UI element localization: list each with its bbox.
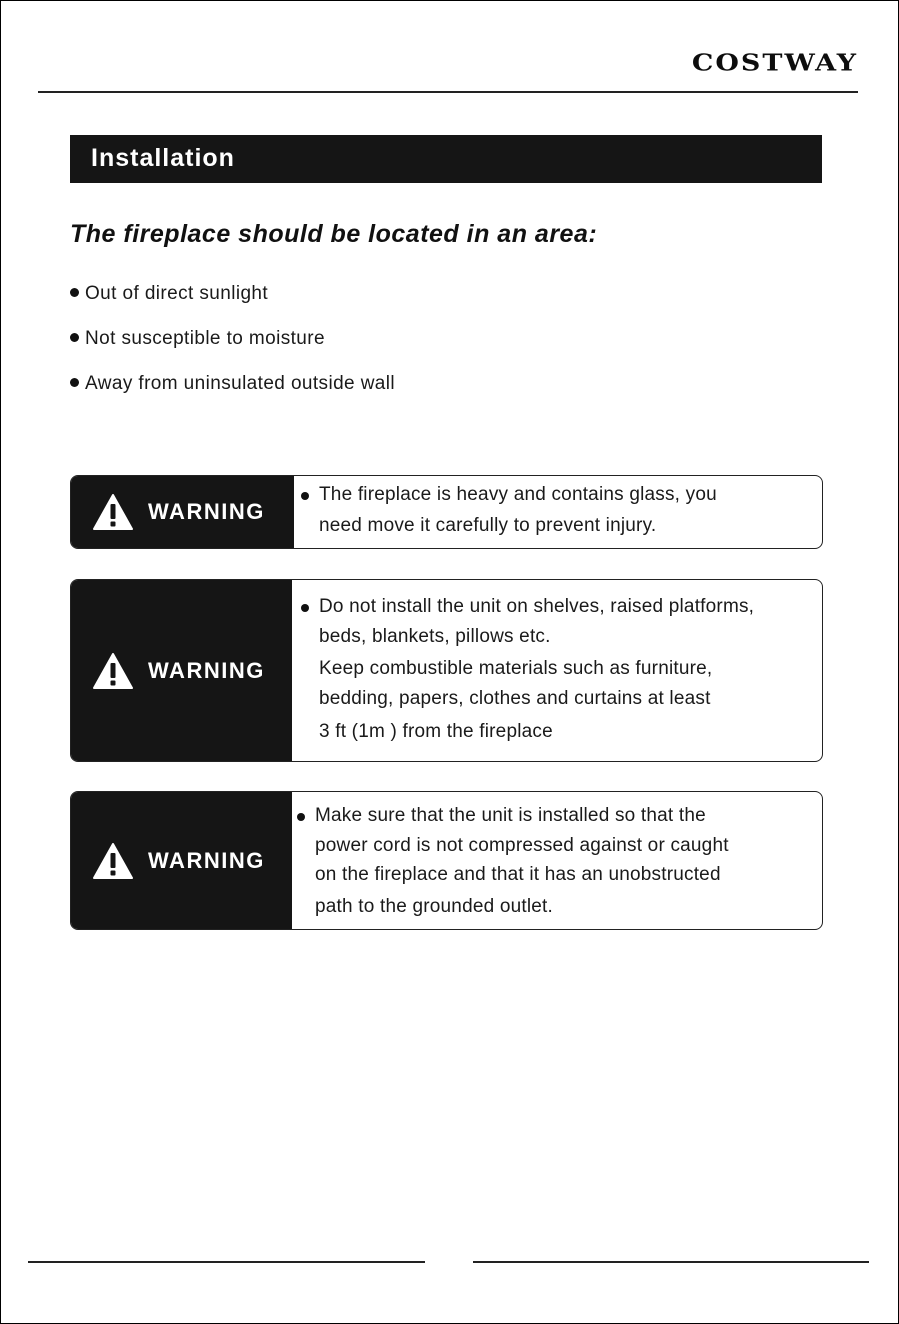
warning-text: WARNING <box>148 499 265 524</box>
bullet-icon <box>301 492 309 500</box>
location-text: Not susceptible to moisture <box>85 328 325 349</box>
warning-line: Keep combustible materials such as furniture, <box>319 658 713 679</box>
warning-label <box>92 652 265 690</box>
list-item <box>70 283 395 328</box>
section-title: Installation <box>91 144 235 172</box>
list-item <box>70 373 395 418</box>
warning-label-panel <box>71 580 292 761</box>
warning-triangle-icon <box>92 652 134 690</box>
warning-box-installation-surface <box>70 579 823 762</box>
warning-box-power-cord <box>70 791 823 930</box>
location-text: Out of direct sunlight <box>85 283 269 304</box>
bullet-icon <box>297 813 305 821</box>
warning-line: Make sure that the unit is installed so that the <box>315 805 706 826</box>
warning-label <box>92 842 265 880</box>
warning-line: path to the grounded outlet. <box>315 896 554 917</box>
header-divider <box>38 91 858 93</box>
footer-divider-right <box>473 1261 869 1263</box>
warning-line: beds, blankets, pillows etc. <box>319 626 551 647</box>
list-item <box>70 328 395 373</box>
warning-label <box>92 493 265 531</box>
warning-triangle-icon <box>92 493 134 531</box>
warning-label-panel <box>71 792 292 929</box>
warning-content <box>294 476 822 548</box>
warning-line: power cord is not compressed against or caught <box>315 835 729 856</box>
warning-line: Do not install the unit on shelves, raised platforms, <box>319 596 755 617</box>
brand-logo: COSTWAY <box>691 50 858 77</box>
location-text: Away from uninsulated outside wall <box>85 373 396 394</box>
warning-line: need move it carefully to prevent injury. <box>319 515 657 536</box>
warning-line: on the fireplace and that it has an unobstructed <box>315 864 721 885</box>
footer-divider-left <box>28 1261 425 1263</box>
warning-triangle-icon <box>92 842 134 880</box>
warning-label-panel <box>71 476 294 548</box>
warning-content <box>292 792 822 929</box>
bullet-icon <box>70 288 79 297</box>
bullet-icon <box>70 378 79 387</box>
warning-line: 3 ft (1m ) from the fireplace <box>319 721 553 742</box>
section-header <box>70 135 822 183</box>
warning-content <box>292 580 822 761</box>
location-heading: The fireplace should be located in an area: <box>70 220 598 248</box>
warning-line: The fireplace is heavy and contains glass, you <box>319 484 717 505</box>
warning-text: WARNING <box>148 657 265 683</box>
warning-text: WARNING <box>148 847 265 873</box>
bullet-icon <box>70 333 79 342</box>
warning-line: bedding, papers, clothes and curtains at least <box>319 688 711 709</box>
location-list <box>70 283 395 418</box>
warning-box-heavy-glass <box>70 475 823 549</box>
bullet-icon <box>301 604 309 612</box>
